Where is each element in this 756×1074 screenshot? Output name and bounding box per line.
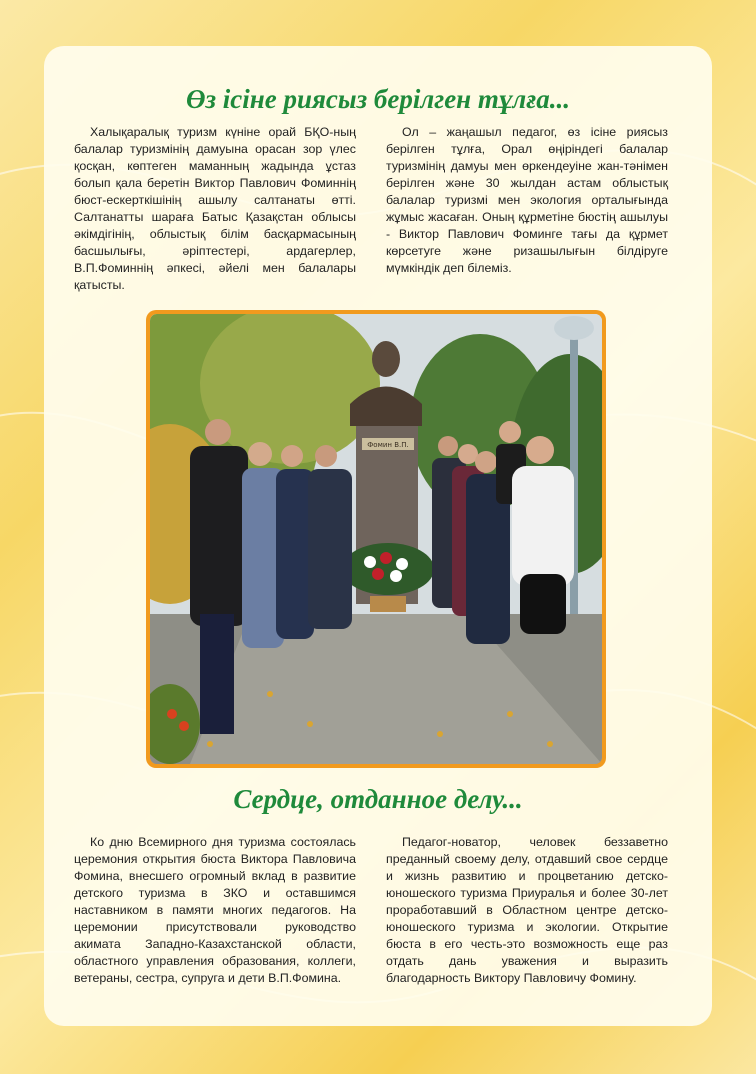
russian-heading: Сердце, отданное делу... [233,784,523,814]
plaque-label: Фомин В.П. [367,441,409,449]
photo-frame [146,310,606,768]
kazakh-heading: Өз ісіне риясыз берілген тұлға... [186,84,570,114]
russian-column-right: Педагог-новатор, человек беззаветно преданный своему делу, отдавший свое сердце и жизнь развитию и процветанию детско-юношеского туризма Приуралья и более 30-лет проработавший в Областном центре детско-юношеского туризма и экологии. Открытие бюста в его честь-это возможность еще раз отдать дань уважения и выразить благодарность Виктору Павловичу Фомину. [386,835,668,985]
kazakh-column-right: Ол – жаңашыл педагог, өз ісіне риясыз берілген тұлға, Орал өңіріндегі балалар туризмінің дамуы мен өркендеуіне жан-тәнімен берілген және 30 жылдан астам облыстық балалар туризмі мен экология орталығында жұмыс жасаған. Оның құрметіне бюстің ашылуы - Виктор Павлович Фоминге тағы да құрмет көрсетуге және ризашылығын білдіруге мүмкіндік деп білеміз. [386,125,668,275]
russian-column-left: Ко дню Всемирного дня туризма состоялась церемония открытия бюста Виктора Павловича Фомина, внесшего огромный вклад в развитие детского туризма в ЗКО и оставшимся наставником в памяти многих педагогов. На церемонии присутствовали руководство акимата Западно-Казахстанской области, областного управления образования, коллеги, ветераны, сестра, супруга и дети В.П.Фомина. [74,835,356,985]
ceremony-photo [150,314,602,764]
kazakh-column-left: Халықаралық туризм күніне орай БҚО-ның балалар туризмінің дамуына орасан зор үлес қосқан, көптеген маманның жадында ұстаз болып қала беретін Виктор Павлович Фоминнің бюст-ескерткішінің ашылу салтанаты өтті. Салтанатты шараға Батыс Қазақстан облысы әкімдігінің, облыстық білім басқармасының басшылығы, әріптестері, ардагерлер, В.П.Фоминнің әпкесі, әйелі мен балалары қатысты. [74,125,356,292]
